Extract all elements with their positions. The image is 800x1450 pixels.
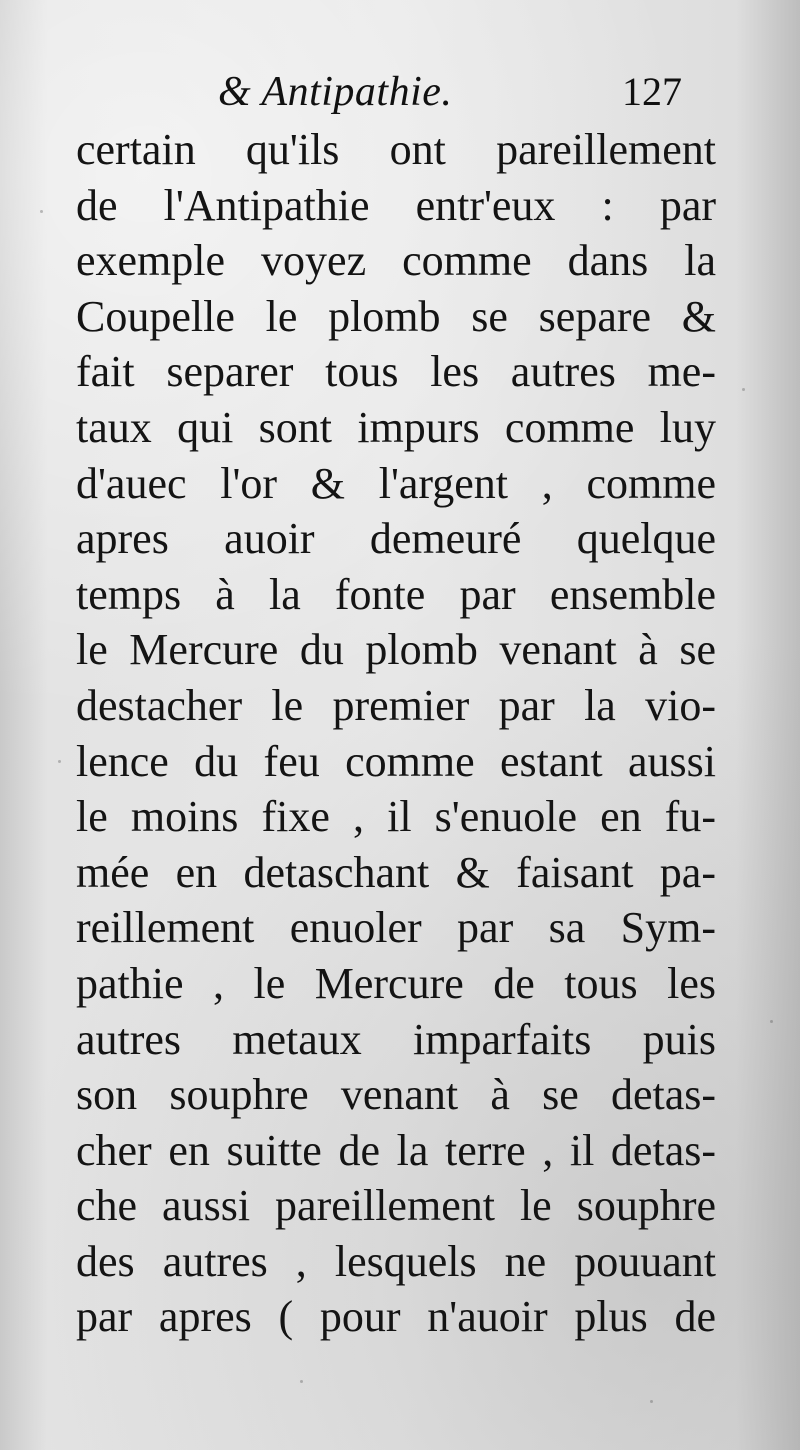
text-line: pathie , le Mercure de tous les xyxy=(76,958,716,1008)
text-line: autres metaux imparfaits puis xyxy=(76,1014,716,1064)
text-line: le Mercure du plomb venant à se xyxy=(76,625,716,675)
text-line: cher en suitte de la terre , il detas- xyxy=(76,1125,716,1175)
paper-speck xyxy=(770,1020,773,1023)
body-text xyxy=(76,122,716,1345)
text-line: le moins fixe , il s'enuole en fu- xyxy=(76,792,716,842)
text-line: des autres , lesquels ne pouuant xyxy=(76,1236,716,1286)
page-number: 127 xyxy=(622,69,682,114)
paper-speck xyxy=(40,210,43,213)
text-line: Coupelle le plomb se separe & xyxy=(76,291,716,341)
text-line: lence du feu comme estant aussi xyxy=(76,736,716,786)
text-line: par apres ( pour n'auoir plus de xyxy=(76,1292,716,1342)
text-line: reillement enuoler par sa Sym- xyxy=(76,903,716,953)
text-line: che aussi pareillement le souphre xyxy=(76,1181,716,1231)
paper-speck xyxy=(650,1400,653,1403)
text-line: destacher le premier par la vio- xyxy=(76,680,716,730)
text-line: taux qui sont impurs comme luy xyxy=(76,402,716,452)
text-line: fait separer tous les autres me- xyxy=(76,347,716,397)
text-line: temps à la fonte par ensemble xyxy=(76,569,716,619)
text-line: certain qu'ils ont pareillement xyxy=(76,125,716,174)
text-line: de l'Antipathie entr'eux : par xyxy=(76,180,716,230)
text-line: apres auoir demeuré quelque xyxy=(76,514,716,564)
text-line: exemple voyez comme dans la xyxy=(76,236,716,286)
paper-speck xyxy=(742,388,745,391)
text-line: mée en detaschant & faisant pa- xyxy=(76,847,716,897)
text-line: d'auec l'or & l'argent , comme xyxy=(76,458,716,508)
text-line: son souphre venant à se detas- xyxy=(76,1070,716,1120)
paper-speck xyxy=(300,1380,303,1383)
paper-speck xyxy=(58,760,61,763)
page-header xyxy=(0,62,800,122)
running-title: & Antipathie. xyxy=(218,69,453,115)
